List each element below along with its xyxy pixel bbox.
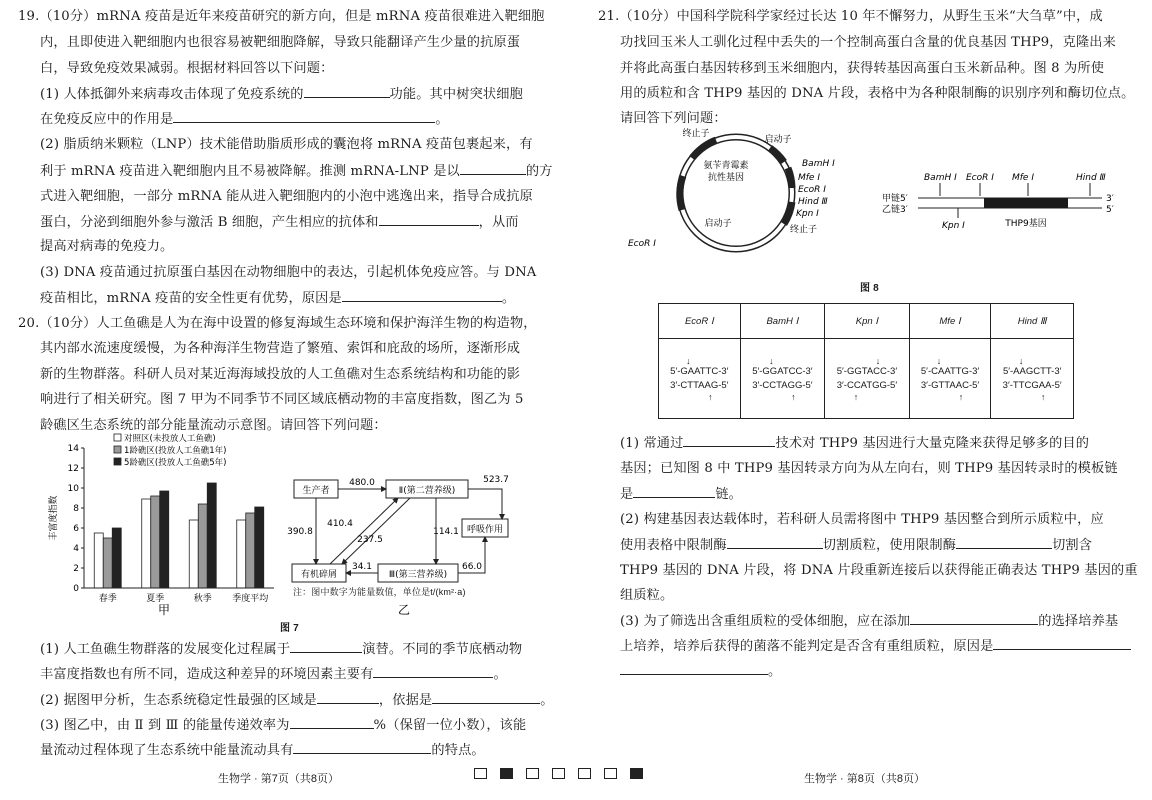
site-top: 5′-AAGCTT-3′ — [1002, 365, 1062, 377]
plasmid-terminator-bottom: 终止子 — [790, 225, 818, 235]
enzyme-site-cell: ↓ 5′-CAATTG-3′ 3′-GTTAAC-5′ ↑ — [909, 339, 991, 419]
q20-sub1-line2 — [40, 665, 507, 683]
strand-a-end: 3′ — [1106, 194, 1114, 204]
answer-blank[interactable] — [342, 289, 502, 302]
q20-sub3-text-c: 量流动过程体现了生态系统中能量流动具有 — [40, 743, 294, 758]
enzyme-site-cell: ↓ 5′-GGATCC-3′ 3′-CCTAGG-5′ ↑ — [740, 339, 825, 419]
answer-blank[interactable] — [293, 741, 431, 754]
answer-blank[interactable] — [373, 665, 493, 678]
y-tick-label: 2 — [73, 564, 79, 574]
q21-sub2-text-d: 切割含 — [1052, 538, 1093, 553]
level3-label: Ⅲ(第三营养级) — [388, 570, 448, 580]
y-tick-label: 6 — [73, 524, 79, 534]
plasmid-resistance-2: 抗性基因 — [707, 173, 745, 183]
legend-swatch — [114, 434, 121, 441]
bar — [255, 507, 264, 588]
plasmid-bamhi: BamH Ⅰ — [802, 159, 835, 169]
answer-blank[interactable] — [432, 691, 540, 704]
q20-sub1-line1 — [40, 640, 522, 658]
enzyme-name: Hind Ⅲ — [991, 304, 1074, 339]
q21-sub2-line1: (2) 构建基因表达载体时，若科研人员需将图中 THP9 基因整合到所示质粒中，应 — [620, 512, 1104, 527]
y-tick-label: 12 — [67, 464, 79, 474]
site-bottom: 3′-CCATGG-5′ — [836, 379, 898, 391]
resistance-gene-region — [680, 176, 683, 210]
q19-sub2-line1: (2) 脂质纳米颗粒（LNP）技术能借助脂质形成的囊泡将 mRNA 疫苗包裹起来，有 — [40, 137, 533, 152]
q21-sub2-line3: THP9 基因的 DNA 片段，将 DNA 片段重新连接后以获得能正确表达 THP9 基因的重 — [620, 563, 1138, 578]
plasmid-hindiii: Hind Ⅲ — [798, 197, 828, 207]
y-tick-label: 0 — [73, 584, 79, 594]
answer-blank[interactable] — [460, 162, 526, 175]
q20-sub2-text-a: (2) 据图甲分析，生态系统稳定性最强的区域是 — [40, 693, 317, 708]
value-34: 34.1 — [351, 562, 373, 572]
q19-sub1-line1 — [40, 85, 523, 103]
figure8-plasmid — [626, 128, 856, 258]
fragment-mfei: Mfe Ⅰ — [1012, 173, 1034, 183]
q19-sub3-text-c: 。 — [501, 291, 516, 306]
bar — [160, 491, 169, 588]
q20-sub2-text-b: ，依据是 — [378, 693, 433, 708]
q20-sub1-text-b: 演替。不同的季节底栖动物 — [362, 642, 523, 657]
enzyme-site-cell: ↓ 5′-GAATTC-3′ 3′-CTTAAG-5′ ↑ — [659, 339, 741, 419]
legend-swatch — [114, 458, 121, 465]
q20-sub3-text-b: %（保留一位小数），该能 — [373, 718, 527, 733]
q21-sub3-text-c: 上培养，培养后获得的菌落不能判定是否含有重组质粒，原因是 — [620, 639, 994, 654]
q19-sub2-line3: 式进入靶细胞，一部分 mRNA 能从进入靶细胞内的小泡中逃逸出来，指导合成抗原 — [40, 189, 533, 204]
x-tick-label: 秋季 — [193, 594, 212, 604]
q20-line-3: 新的生物群落。科研人员对某近海海域投放的人工鱼礁对生态系统结构和功能的影 — [40, 367, 521, 382]
answer-blank[interactable] — [683, 434, 775, 447]
q19-sub2-line4 — [40, 213, 519, 231]
site-bottom: 3′-TTCGAA-5′ — [1002, 379, 1062, 391]
q20-sub1-text-c: 丰富度指数也有所不同，造成这种差异的环境因素主要有 — [40, 667, 374, 682]
answer-blank[interactable] — [727, 536, 823, 549]
value-237: 237.5 — [357, 535, 383, 545]
site-top: 5′-GGATCC-3′ — [752, 365, 813, 377]
fragment-bamhi: BamH Ⅰ — [924, 173, 957, 183]
figure7-caption: 图 7 — [280, 623, 299, 634]
page-mark-square — [474, 768, 487, 779]
figure7-bar-chart — [44, 430, 284, 620]
q21-sub3-line2 — [620, 637, 1131, 655]
q21-sub3-line3 — [620, 662, 781, 680]
restriction-site-region — [788, 168, 792, 188]
answer-blank[interactable] — [993, 637, 1131, 650]
enzyme-name: EcoR Ⅰ — [659, 304, 741, 339]
legend-swatch — [114, 446, 121, 453]
q21-sub2-line4: 组质粒。 — [620, 588, 674, 603]
q19-sub2-text-b: 利于 mRNA 疫苗进入靶细胞内且不易被降解。推测 mRNA-LNP 是以 — [40, 164, 460, 179]
site-top: 5′-GGTACC-3′ — [836, 365, 898, 377]
answer-blank[interactable] — [290, 716, 374, 729]
plasmid-promoter-inner: 启动子 — [704, 219, 732, 229]
answer-blank[interactable] — [304, 85, 390, 98]
bar — [142, 499, 151, 588]
bars-group — [94, 483, 264, 588]
q21-sub3-text-d: 。 — [768, 664, 782, 679]
plasmid-mfei: Mfe Ⅰ — [798, 173, 820, 183]
plasmid-resistance-1: 氨苄青霉素 — [703, 161, 749, 171]
site-bottom: 3′-GTTAAC-5′ — [920, 379, 980, 391]
enzyme-name: BamH Ⅰ — [740, 304, 825, 339]
y-axis — [68, 444, 84, 594]
bar — [103, 538, 112, 588]
bar — [198, 504, 207, 588]
value-66: 66.0 — [461, 562, 483, 572]
q19-sub2-text-e: 蛋白，分泌到细胞外参与激活 B 细胞，产生相应的抗体和 — [40, 215, 379, 230]
strand-b-end: 5′ — [1106, 205, 1114, 215]
x-tick-label: 季度平均 — [232, 594, 269, 604]
fragment-hindiii: Hind Ⅲ — [1076, 173, 1106, 183]
q19-sub2-text-f: ，从而 — [478, 215, 519, 230]
enzyme-table — [658, 303, 1074, 419]
q21-line-1: 21.（10分）中国科学院科学家经过长达 10 年不懈努力，从野生玉米“大刍草”中，成 — [598, 9, 1103, 24]
value-410: 410.4 — [327, 519, 353, 529]
thp9-gene-block — [984, 198, 1068, 208]
answer-blank[interactable] — [317, 691, 379, 704]
q20-sub2-text-c: 。 — [540, 693, 554, 708]
enzyme-name: Kpn Ⅰ — [825, 304, 910, 339]
q21-line-4: 用的质粒和含 THP9 基因的 DNA 片段，表格中为各种限制酶的识别序列和酶切位点。 — [620, 86, 1135, 101]
page-footer-left: 生物学 · 第7页（共8页） — [218, 773, 340, 785]
answer-blank[interactable] — [620, 662, 768, 675]
bar — [207, 483, 216, 588]
plasmid-terminator-top: 终止子 — [682, 129, 710, 139]
page-footer-right: 生物学 · 第8页（共8页） — [804, 773, 926, 785]
answer-blank[interactable] — [633, 485, 715, 498]
q21-sub2-text-c: 切割质粒，使用限制酶 — [822, 538, 957, 553]
q21-sub1-line2: 基因；已知图 8 中 THP9 基因转录方向为从左向右，则 THP9 基因转录时的模板链 — [620, 461, 1118, 476]
x-tick-label: 夏季 — [146, 594, 165, 604]
q21-sub3-line1 — [620, 612, 1118, 630]
x-axis — [84, 588, 274, 604]
q21-line-5: 请回答下列问题： — [620, 111, 727, 126]
plasmid-kpni: Kpn Ⅰ — [796, 209, 819, 219]
page-mark-square — [630, 768, 643, 779]
q20-sub1-text-a: (1) 人工鱼礁生物群落的发展变化过程属于 — [40, 642, 291, 657]
producer-label: 生产者 — [302, 486, 330, 496]
flow-note: 注：图中数字为能量数值，单位是t/(km²·a) — [293, 587, 466, 597]
q19-sub2-line2 — [40, 162, 553, 180]
plasmid-ecori-left: EcoR Ⅰ — [628, 239, 656, 249]
y-tick-label: 10 — [67, 484, 79, 494]
y-tick-label: 4 — [73, 544, 79, 554]
answer-blank[interactable] — [956, 536, 1052, 549]
chart-legend — [114, 433, 226, 468]
bar — [246, 513, 255, 588]
q21-sub1-text-d: 是 — [620, 487, 634, 502]
q21-sub3-text-b: 的选择培养基 — [1038, 614, 1119, 629]
q20-sub1-text-d: 。 — [493, 667, 507, 682]
bar — [151, 496, 160, 588]
strand-a-label: 甲链5′ — [882, 194, 908, 204]
figure-jia-label: 甲 — [157, 603, 171, 617]
q19-sub2-text-c: 的方 — [525, 164, 553, 179]
page-mark-square — [604, 768, 617, 779]
answer-blank[interactable] — [173, 110, 435, 123]
answer-blank[interactable] — [290, 640, 362, 653]
value-114: 114.1 — [433, 527, 459, 537]
value-390: 390.8 — [287, 527, 313, 537]
terminator-top-region — [692, 140, 716, 158]
legend-entry: 5龄礁区(投放人工鱼礁5年) — [124, 458, 227, 468]
q20-line-5: 龄礁区生态系统的部分能量流动示意图。请回答下列问题： — [40, 418, 387, 433]
q21-line-3: 并将此高蛋白基因转移到玉米细胞内，获得转基因高蛋白玉米新品种。图 8 为所使 — [620, 61, 1105, 76]
plasmid-ecori-right: EcoR Ⅰ — [798, 185, 826, 195]
detritus-label: 有机碎屑 — [300, 570, 338, 580]
q19-sub1-text-d: 。 — [435, 112, 449, 127]
q20-sub3-line1 — [40, 716, 526, 734]
page-mark-square — [578, 768, 591, 779]
answer-blank[interactable] — [910, 612, 1038, 625]
bar — [237, 520, 246, 588]
level2-label: Ⅱ(第二营养级) — [398, 486, 456, 496]
q19-sub3-line1: (3) DNA 疫苗通过抗原蛋白基因在动物细胞中的表达，引起机体免疫应答。与 DNA — [40, 265, 537, 280]
legend-entry: 1龄礁区(投放人工鱼礁1年) — [124, 446, 227, 456]
y-tick-label: 8 — [73, 504, 79, 514]
q19-sub2-line5: 提高对病毒的免疫力。 — [40, 239, 174, 254]
bar — [112, 528, 121, 588]
q20-line-2: 其内部水流速度缓慢，为各种海洋生物营造了繁殖、索饵和庇敌的场所，逐渐形成 — [40, 341, 521, 356]
q20-sub3-line2 — [40, 741, 485, 759]
q21-sub3-text-a: (3) 为了筛选出含重组质粒的受体细胞，应在添加 — [620, 614, 911, 629]
q20-sub3-text-a: (3) 图乙中，由 Ⅱ 到 Ⅲ 的能量传递效率为 — [40, 718, 290, 733]
q19-line-1: 19.（10分）mRNA 疫苗是近年来疫苗研究的新方向，但是 mRNA 疫苗很难进入靶细胞 — [18, 9, 545, 24]
q20-line-4: 响进行了相关研究。图 7 甲为不同季节不同区域底栖动物的丰富度指数，图乙为 5 — [40, 392, 524, 407]
page-mark-square — [552, 768, 565, 779]
strand-b-label: 乙链3′ — [882, 205, 908, 215]
figure8-dna-fragment — [880, 168, 1120, 234]
enzyme-name: Mfe Ⅰ — [909, 304, 991, 339]
fragment-ecori: EcoR Ⅰ — [966, 173, 994, 183]
bar — [189, 520, 198, 588]
respiration-label: 呼吸作用 — [466, 525, 504, 535]
y-axis-label: 丰富度指数 — [49, 495, 59, 541]
q19-line-2: 内，且即使进入靶细胞内也很容易被靶细胞降解，导致只能翻译产生少量的抗原蛋 — [40, 35, 521, 50]
figure8-caption: 图 8 — [860, 283, 879, 294]
answer-blank[interactable] — [379, 213, 479, 226]
enzyme-site-cell: ↓ 5′-GGTACC-3′ 3′-CCATGG-5′ ↑ — [825, 339, 910, 419]
q19-sub1-text-b: 功能。其中树突状细胞 — [389, 87, 523, 102]
site-bottom: 3′-CCTAGG-5′ — [752, 379, 813, 391]
q19-sub1-text: (1) 人体抵御外来病毒攻击体现了免疫系统的 — [40, 87, 304, 102]
site-top: 5′-CAATTG-3′ — [920, 365, 980, 377]
x-tick-label: 春季 — [98, 594, 117, 604]
q21-sub1-line1 — [620, 434, 1089, 452]
plasmid-promoter-top: 启动子 — [764, 135, 792, 145]
q20-sub3-text-d: 的特点。 — [431, 743, 485, 758]
q21-line-2: 功找回玉米人工驯化过程中丢失的一个控制高蛋白含量的优良基因 THP9，克隆出来 — [620, 35, 1116, 50]
value-480: 480.0 — [349, 478, 375, 488]
y-tick-label: 14 — [67, 444, 79, 454]
page-mark-square — [500, 768, 513, 779]
page-mark-square — [526, 768, 539, 779]
enzyme-site-cell: ↓ 5′-AAGCTT-3′ 3′-TTCGAA-5′ ↑ — [991, 339, 1074, 419]
q21-sub2-text-b: 使用表格中限制酶 — [620, 538, 727, 553]
legend-entry: 对照区(未投放人工鱼礁) — [124, 434, 216, 444]
q21-sub1-text-b: 技术对 THP9 基因进行大量克隆来获得足够多的目的 — [775, 436, 1090, 451]
site-bottom: 3′-CTTAAG-5′ — [670, 379, 729, 391]
q19-sub1-line2 — [40, 110, 449, 128]
q19-line-3: 白，导致免疫效果减弱。根据材料回答以下问题： — [40, 61, 334, 76]
fragment-kpni: Kpn Ⅰ — [942, 221, 965, 231]
thp9-gene-label: THP9基因 — [1005, 219, 1047, 229]
q19-sub3-text-b: 疫苗相比，mRNA 疫苗的安全性更有优势，原因是 — [40, 291, 342, 306]
q19-sub1-text-c: 在免疫反应中的作用是 — [40, 112, 174, 127]
q19-sub3-line2 — [40, 289, 515, 307]
bar — [94, 533, 103, 588]
q20-sub2-line — [40, 691, 554, 709]
q21-sub1-line3 — [620, 485, 742, 503]
site-top: 5′-GAATTC-3′ — [670, 365, 729, 377]
q21-sub1-text-a: (1) 常通过 — [620, 436, 684, 451]
q21-sub1-text-e: 链。 — [715, 487, 743, 502]
q20-line-1: 20.（10分）人工鱼礁是人为在海中设置的修复海域生态环境和保护海洋生物的构造物， — [18, 316, 537, 331]
q21-sub2-line2 — [620, 536, 1092, 554]
figure-yi-label: 乙 — [397, 603, 411, 617]
value-523: 523.7 — [483, 475, 509, 485]
